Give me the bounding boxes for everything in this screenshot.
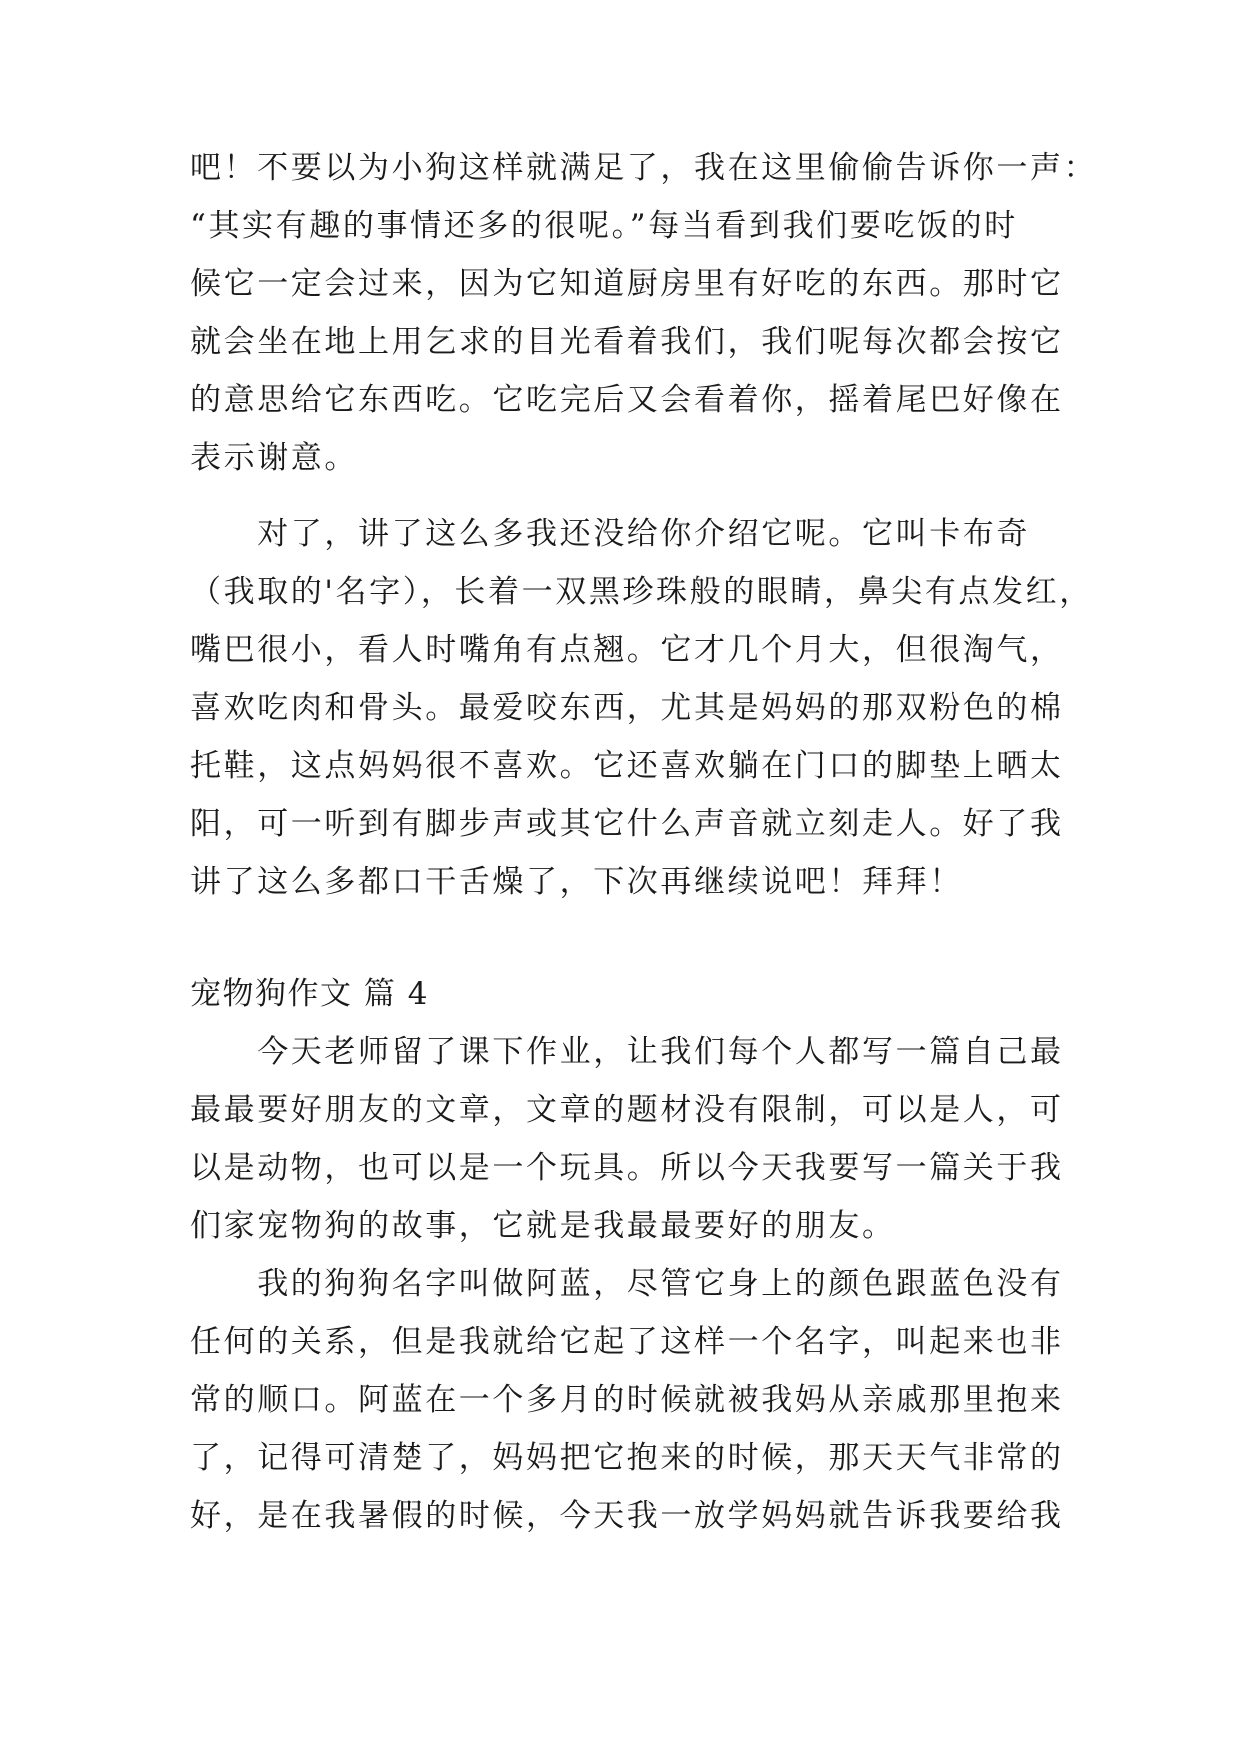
paragraph-line: 了，记得可清楚了，妈妈把它抱来的时候，那天天气非常的 [190, 1440, 1064, 1476]
paragraph-line: 以是动物，也可以是一个玩具。所以今天我要写一篇关于我 [190, 1150, 1064, 1186]
paragraph-line: 的意思给它东西吃。它吃完后又会看着你，摇着尾巴好像在 [190, 382, 1064, 418]
section-heading: 宠物狗作文 篇 4 [190, 976, 429, 1012]
paragraph-line: “其实有趣的事情还多的很呢。”每当看到我们要吃饭的时 [190, 208, 1018, 244]
paragraph-line: 吧！不要以为小狗这样就满足了，我在这里偷偷告诉你一声： [190, 150, 1098, 186]
paragraph-line: 表示谢意。 [190, 440, 358, 476]
paragraph-line: 最最要好朋友的文章，文章的题材没有限制，可以是人，可 [190, 1092, 1064, 1128]
paragraph-line: 托鞋，这点妈妈很不喜欢。它还喜欢躺在门口的脚垫上晒太 [190, 748, 1064, 784]
paragraph-line: （我取的'名字），长着一双黑珍珠般的眼睛，鼻尖有点发红， [190, 574, 1093, 610]
paragraph-line: 们家宠物狗的故事，它就是我最最要好的朋友。 [190, 1208, 896, 1244]
paragraph-line: 对了，讲了这么多我还没给你介绍它呢。它叫卡布奇 [190, 516, 1030, 552]
paragraph-line: 今天老师留了课下作业，让我们每个人都写一篇自己最 [190, 1034, 1064, 1070]
paragraph-line: 阳，可一听到有脚步声或其它什么声音就立刻走人。好了我 [190, 806, 1064, 842]
paragraph-line: 常的顺口。阿蓝在一个多月的时候就被我妈从亲戚那里抱来 [190, 1382, 1064, 1418]
paragraph-line: 就会坐在地上用乞求的目光看着我们，我们呢每次都会按它 [190, 324, 1064, 360]
paragraph-line: 嘴巴很小，看人时嘴角有点翘。它才几个月大，但很淘气， [190, 632, 1064, 668]
paragraph-line: 喜欢吃肉和骨头。最爱咬东西，尤其是妈妈的那双粉色的棉 [190, 690, 1064, 726]
paragraph-line: 候它一定会过来，因为它知道厨房里有好吃的东西。那时它 [190, 266, 1064, 302]
paragraph-line: 任何的关系，但是我就给它起了这样一个名字，叫起来也非 [190, 1324, 1064, 1360]
paragraph-line: 讲了这么多都口干舌燥了，下次再继续说吧！拜拜！ [190, 864, 963, 900]
paragraph-line: 我的狗狗名字叫做阿蓝，尽管它身上的颜色跟蓝色没有 [190, 1266, 1064, 1302]
paragraph-line: 好，是在我暑假的时候，今天我一放学妈妈就告诉我要给我 [190, 1498, 1064, 1534]
